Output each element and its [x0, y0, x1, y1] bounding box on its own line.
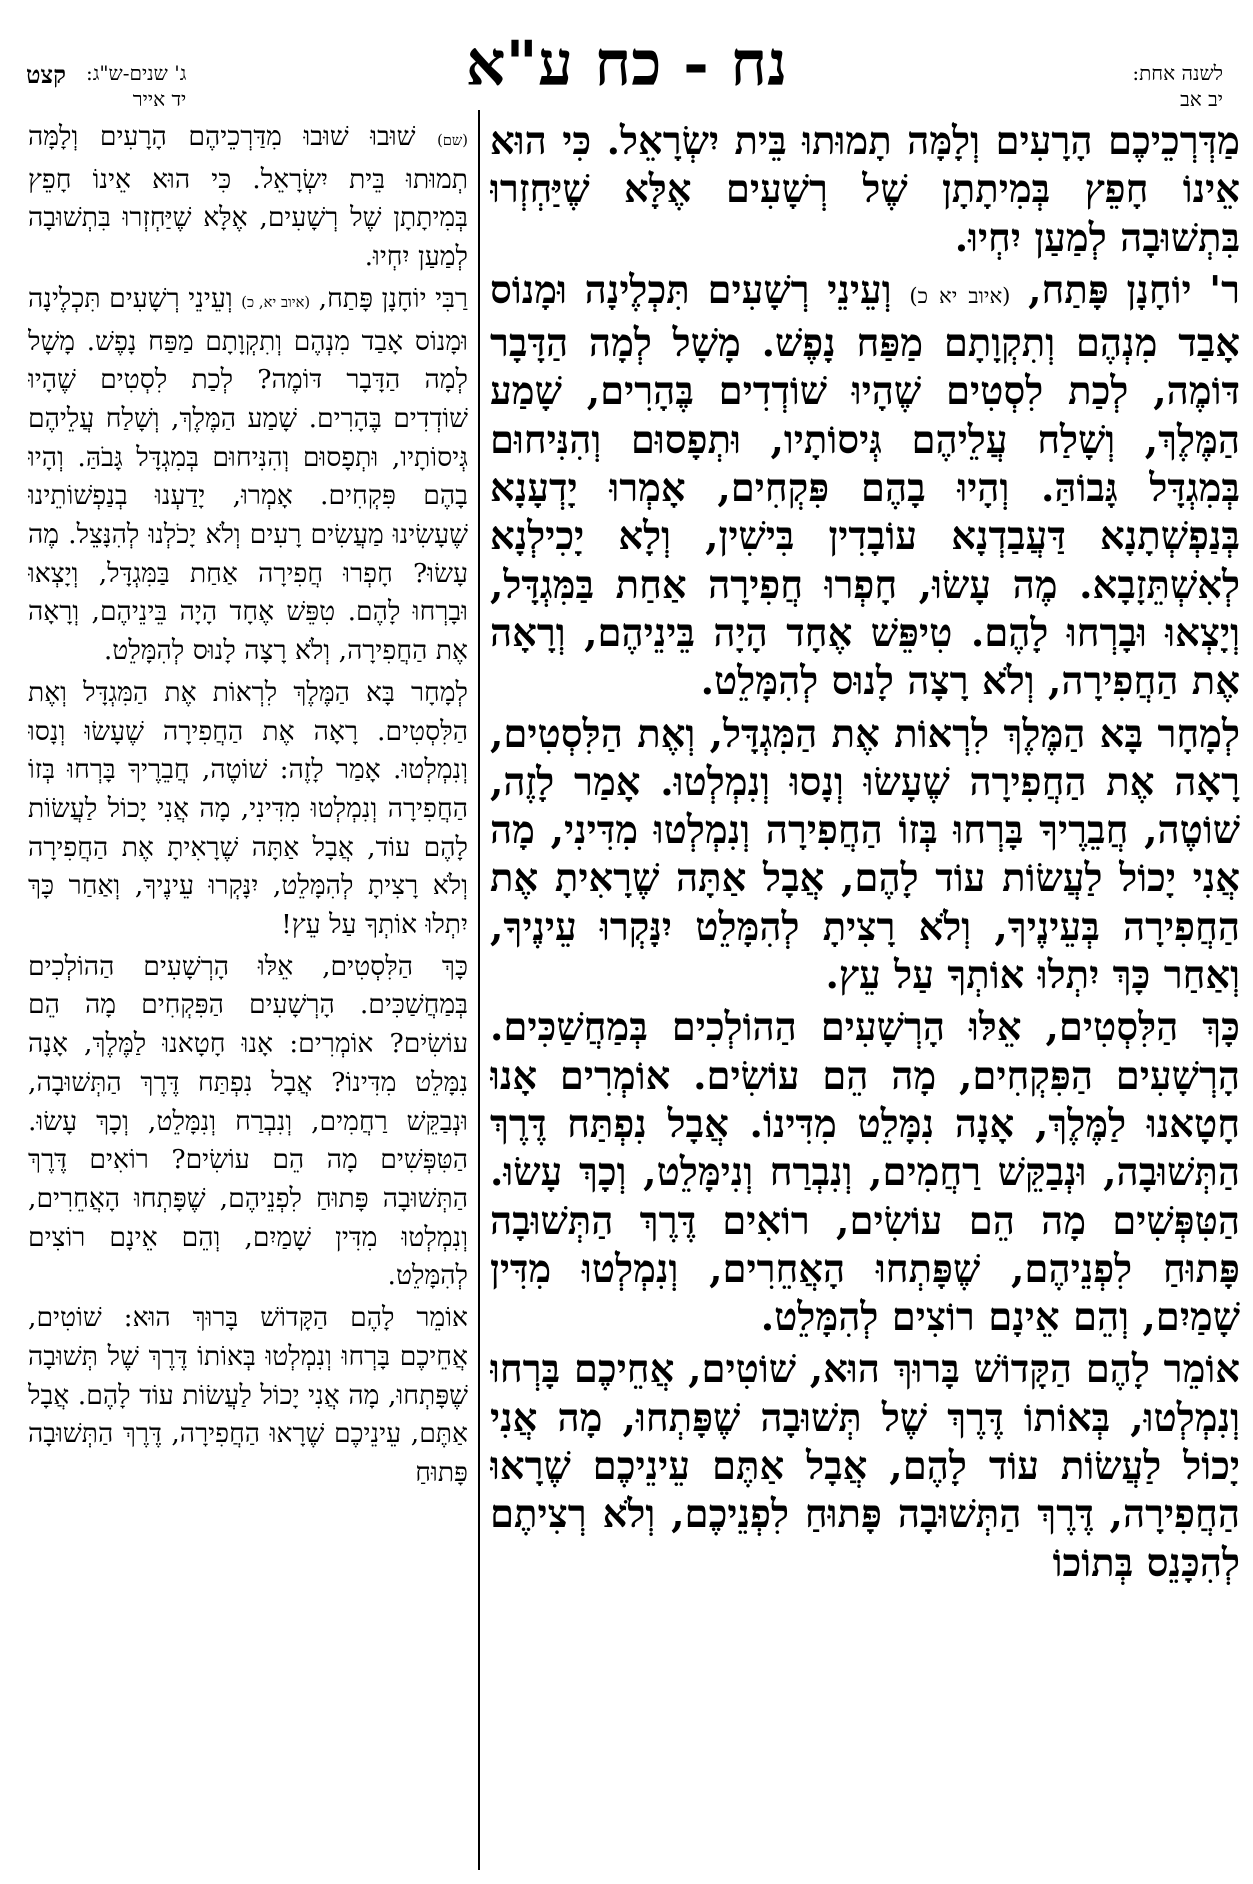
main-paragraph-3: לְמָחָר בָּא הַמֶּלֶךְ לִרְאוֹת אֶת הַמִּגְדָּל, וְאֶת הַלִּסְטִים, רָאָה אֶת הַחֲפִירָה שֶׁעָשׂוּ וְנָסוּ וְנִמְלְטוּ. אָמַר לָזֶה, שׁוֹטֶה, חֲבֵרֶיךָ בָּרְחוּ בְּזוֹ הַחֲפִירָה וְנִמְלְטוּ מִדִּינִי, מָה אֲנִי יָכוֹל לַעֲשׂוֹת עוֹד לָהֶם, אֲבָל אַתָּה שֶׁרָאִיתָ אֶת הַחֲפִירָה בְּעֵינֶיךָ, וְלֹא רָצִיתָ לְהִמָּלֵט יִנָּקְרוּ עֵינֶיךָ, וְאַחַר כָּךְ יִתְלוּ אוֹתְךָ עַל עֵץ. — [490, 711, 1240, 999]
page-number: קצט — [26, 60, 66, 89]
side-paragraph-2 — [28, 280, 468, 671]
main-paragraph-1: מַדְּרְכֵיכֶם הָרָעִים וְלָמָּה תָמוּתוּ בֵּית יִשְׂרָאֵל. כִּי הוּא אֵינוֹ חָפֵץ בְּמִיתָתָן שֶׁל רְשָׁעִים אֶלָּא שֶׁיַּחְזְרוּ בִּתְשׁוּבָה לְמַעַן יִחְיוּ. — [490, 119, 1240, 261]
side-paragraph-2-body: וְעֵינֵי רְשָׁעִים תִּכְלֶינָה וּמָנוֹס אָבַד מִנְהֶם וְתִקְוָתָם מַפַּח נָפֶשׁ. מָשָׁל לְמָה הַדָּבָר דּוֹמֶה? לְכַת לִסְטִים שֶׁהָיוּ שׁוֹדְדִים בֶּהָרִים. שָׁמַע הַמֶּלֶךְ, וְשָׁלַח עֲלֵיהֶם גְּיסוֹתָיו, וּתְפָסוּם וְהִנִּיחוּם בְּמִגְדָּל גָּבֹהַּ. וְהָיוּ בָהֶם פִּקְחִים. אָמְרוּ, יָדַעְנוּ בְנַפְשׁוֹתֵינוּ שֶׁעָשִׂינוּ מַעֲשִׂים רָעִים וְלֹא יָכֹלְנוּ לְהִנָּצֵל. מֶה עָשׂוּ? חָפְרוּ חֲפִירָה אַחַת בַּמִּגְדָּל, וְיָצְאוּ וּבָרְחוּ לָהֶם. טִפֵּשׁ אֶחָד הָיָה בֵּינֵיהֶם, וְרָאָה אֶת הַחֲפִירָה, וְלֹא רָצָה לָנוּס לְהִמָּלֵט. — [28, 282, 468, 667]
main-paragraph-4: כָּךְ הַלִּסְטִים, אֵלּוּ הָרְשָׁעִים הַהוֹלְכִים בְּמַחֲשַׁכִּים. הָרְשָׁעִים הַפִּקְחִים, מָה הֵם עוֹשִׂים. אוֹמְרִים אָנוּ חָטָאנוּ לַמֶּלֶךְ, אָנָה נִמָּלֵט מִדִּינוֹ. אֲבָל נִפְתַּח דֶּרֶךְ הַתְּשׁוּבָה, וּנְבַקֵּשׁ רַחֲמִים, וְנִבְרַח וְנִימָּלֵט, וְכָךְ עָשׂוּ. הַטִּפְּשִׁים מָה הֵם עוֹשִׂים, רוֹאִים דֶּרֶךְ הַתְּשׁוּבָה פָּתוּחַ לִפְנֵיהֶם, שֶׁפָּתְחוּ הָאֲחֵרִים, וְנִמְלְטוּ מִדִּין שָׁמַיִם, וְהֵם אֵינָם רוֹצִים לְהִמָּלֵט. — [490, 1005, 1240, 1341]
side-paragraph-3: לְמָחָר בָּא הַמֶּלֶךְ לִרְאוֹת אֶת הַמִּגְדָּל וְאֶת הַלִּסְטִים. רָאָה אֶת הַחֲפִירָה שֶׁעָשׂוּ וְנָסוּ וְנִמְלְטוּ. אָמַר לָזֶה: שׁוֹטֶה, חֲבֵרֶיךָ בָּרְחוּ בְּזוֹ הַחֲפִירָה וְנִמְלְטוּ מִדִּינִי, מָה אֲנִי יָכוֹל לַעֲשׂוֹת לָהֶם עוֹד, אֲבָל אַתָּה שֶׁרָאִיתָ אֶת הַחֲפִירָה וְלֹא רָצִיתָ לְהִמָּלֵט, יִנָּקְרוּ עֵינֶיךָ, וְאַחַר כָּךְ יִתְלוּ אוֹתְךָ עַל עֵץ! — [28, 676, 468, 941]
page-header — [18, 16, 1235, 112]
main-paragraph-2 — [490, 267, 1240, 707]
schedule-one-year-date: יב אב — [1180, 87, 1223, 111]
schedule-three-years-label: ג' שנים-ש"ג: — [86, 61, 187, 85]
side-paragraph-4: כָּךְ הַלִּסְטִים, אֵלּוּ הָרְשָׁעִים הַהוֹלְכִים בְּמַחֲשַׁכִּים. הָרְשָׁעִים הַפִּקְחִים מָה הֵם עוֹשִׂים? אוֹמְרִים: אָנוּ חָטָאנוּ לַמֶּלֶךְ, אָנָה נִמָּלֵט מִדִּינוֹ? אֲבָל נִפְתַּח דֶּרֶךְ הַתְּשׁוּבָה, וּנְבַקֵּשׁ רַחֲמִים, וְנִבְרַח וְנִמָּלֵט, וְכָךְ עָשׂוּ. הַטִּפְּשִׁים מָה הֵם עוֹשִׂים? רוֹאִים דֶּרֶךְ הַתְּשׁוּבָה פָּתוּחַ לִפְנֵיהֶם, שֶׁפָּתְחוּ הָאֲחֵרִים, וְנִמְלְטוּ מִדִּין שָׁמַיִם, וְהֵם אֵינָם רוֹצִים לְהִמָּלֵט. — [28, 950, 468, 1292]
side-paragraph-5: אוֹמֵר לָהֶם הַקָּדוֹשׁ בָּרוּךְ הוּא: שׁוֹטִים, אֲחֵיכֶם בָּרְחוּ וְנִמְלְטוּ בְּאוֹתוֹ דֶּרֶךְ שֶׁל תְּשׁוּבָה שֶׁפָּתְחוּ, מָה אֲנִי יָכוֹל לַעֲשׂוֹת עוֹד לָהֶם. אֲבָל אַתֶּם, עֵינֵיכֶם שֶׁרָאוּ הַחֲפִירָה, דֶּרֶךְ הַתְּשׁוּבָה פָּתוּחַ — [28, 1302, 468, 1488]
study-schedule-three-years — [86, 60, 186, 112]
side-paragraph-2-citation: (איוב יא, כ) — [241, 293, 311, 311]
side-paragraph-1 — [28, 118, 468, 277]
main-paragraph-2-opening: ר' יוֹחָנָן פָּתַח, — [1028, 267, 1240, 313]
main-paragraph-5: אוֹמֵר לָהֶם הַקָּדוֹשׁ בָּרוּךְ הוּא, שׁוֹטִים, אֲחֵיכֶם בָּרְחוּ וְנִמְלְטוּ, בְּאוֹתוֹ דֶּרֶךְ שֶׁל תְּשׁוּבָה שֶׁפָּתְחוּ, מָה אֲנִי יָכוֹל לַעֲשׂוֹת עוֹד לָהֶם, אֲבָל אַתֶּם עֵינֵיכֶם שֶׁרָאוּ הַחֲפִירָה, דֶּרֶךְ הַתְּשׁוּבָה פָּתוּחַ לִפְנֵיכֶם, וְלֹא רְצִיתֶם לְהִכָּנֵס בְּתוֹכוֹ — [490, 1347, 1240, 1586]
side-paragraph-1-body: שׁוּבוּ שׁוּבוּ מִדַּרְכֵיהֶם הָרָעִים וְלָמָּה תְמוּתוּ בֵּית יִשְׂרָאֵל. כִּי הוּא אֵינוֹ חָפֵץ בְּמִיתָתָן שֶׁל רְשָׁעִים, אֶלָּא שֶׁיַּחְזְרוּ בִּתְשׁוּבָה לְמַעַן יִחְיוּ. — [28, 121, 468, 273]
page-title: נח - כח ע"א — [465, 27, 788, 100]
schedule-one-year-label: לשנה אחת: — [1132, 61, 1223, 85]
main-text-column — [490, 118, 1240, 1878]
study-schedule-one-year — [1132, 60, 1223, 112]
schedule-three-years-date: יד אייר — [132, 87, 187, 111]
side-text-column — [28, 118, 468, 1878]
side-paragraph-2-opening: רַבִּי יוֹחָנָן פָּתַח, — [318, 282, 468, 314]
column-divider — [478, 110, 480, 1870]
side-paragraph-1-citation: (שם) — [437, 132, 468, 149]
main-paragraph-2-citation: (איוב יא כ) — [909, 282, 1011, 308]
main-paragraph-2-body: וְעֵינֵי רְשָׁעִים תִּכְלֶינָה וּמָנוֹס אָבַד מִנְהֶם וְתִקְוָתָם מַפַּח נָפֶשׁ. מָשָׁל לְמָה הַדָּבָר דּוֹמֶה, לְכַת לִסְטִים שֶׁהָיוּ שׁוֹדְדִים בֶּהָרִים, שָׁמַע הַמֶּלֶךְ, וְשָׁלַח עֲלֵיהֶם גְּיסוֹתָיו, וּתְפָסוּם וְהִנִּיחוּם בְּמִגְדָּל גָּבוֹהַּ. וְהָיוּ בָהֶם פִּקְחִים, אָמְרוּ יָדְעָנָא בְּנַפְשְׁתָנָא דַּעֲבַדְנָא עוֹבָדִין בִּישִׁין, וְלָא יָכִילְנָא לְאִשְׁתֵּזָבָא. מֶה עָשׂוּ, חָפְרוּ חֲפִירָה אַחַת בַּמִּגְדָּל, וְיָצְאוּ וּבָרְחוּ לָהֶם. טִיפֵּשׁ אֶחָד הָיָה בֵּינֵיהֶם, וְרָאָה אֶת הַחֲפִירָה, וְלֹא רָצָה לָנוּס לְהִמָּלֵט. — [490, 267, 1240, 705]
